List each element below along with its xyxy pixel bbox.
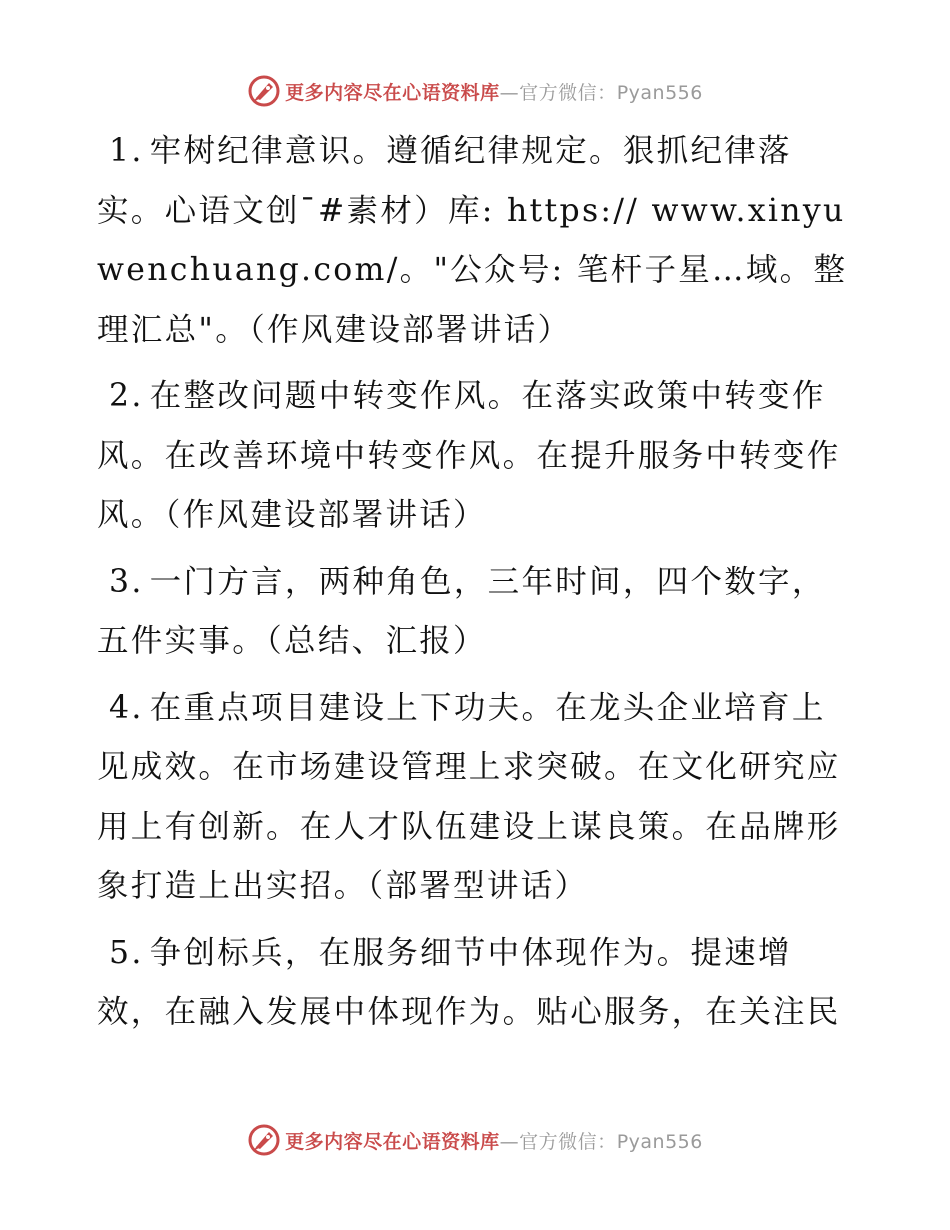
paragraph-number: 1. [109, 133, 144, 169]
watermark-site: 更多内容尽在心语资料库 [285, 1130, 500, 1153]
paragraph-text: 一门方言，两种角色，三年时间，四个数字，五件实事。（总结、汇报） [97, 563, 826, 659]
watermark-separator: — [499, 1130, 520, 1153]
watermark-wechat-label: 官方微信： [519, 81, 617, 104]
watermark-wechat-label: 官方微信： [519, 1130, 617, 1153]
watermark-separator: — [499, 81, 520, 104]
watermark-text [285, 1127, 703, 1154]
paragraph-text: 争创标兵，在服务细节中体现作为。提速增效，在融入发展中体现作为。贴心服务，在关注民 [97, 934, 841, 1030]
pen-nib-logo-icon [247, 1123, 281, 1157]
paragraph-4 [97, 679, 857, 917]
paragraph-2 [97, 367, 857, 546]
watermark-text [285, 78, 703, 105]
paragraph-text: 在整改问题中转变作风。在落实政策中转变作风。在改善环境中转变作风。在提升服务中转变作风。（作风建设部署讲话） [97, 378, 841, 533]
watermark-wechat-id: Pyan556 [616, 1130, 703, 1153]
paragraph-3 [97, 553, 857, 672]
paragraph-number: 4. [109, 689, 144, 726]
paragraph-5 [97, 924, 857, 1043]
watermark-wechat-id: Pyan556 [616, 81, 703, 104]
pen-nib-logo-icon [247, 74, 281, 108]
footer-watermark [0, 1120, 950, 1160]
paragraph-number: 2. [109, 378, 144, 414]
paragraph-1 [97, 122, 857, 360]
paragraph-number: 3. [109, 563, 144, 600]
paragraph-text: 在重点项目建设上下功夫。在龙头企业培育上见成效。在市场建设管理上求突破。在文化研究应用上有创新。在人才队伍建设上谋良策。在品牌形象打造上出实招。（部署型讲话） [97, 689, 841, 904]
paragraph-number: 5. [109, 934, 144, 971]
watermark-site: 更多内容尽在心语资料库 [285, 81, 500, 104]
header-watermark [0, 71, 950, 111]
paragraph-text: 牢树纪律意识。遵循纪律规定。狠抓纪律落实。心语文创¯#素材）库: https:// www.xinyuwenchuang.com/。"公众号: 笔杆子星…域。整理汇总"。（作风建设部署讲话） [97, 133, 848, 348]
document-body [97, 122, 857, 1050]
